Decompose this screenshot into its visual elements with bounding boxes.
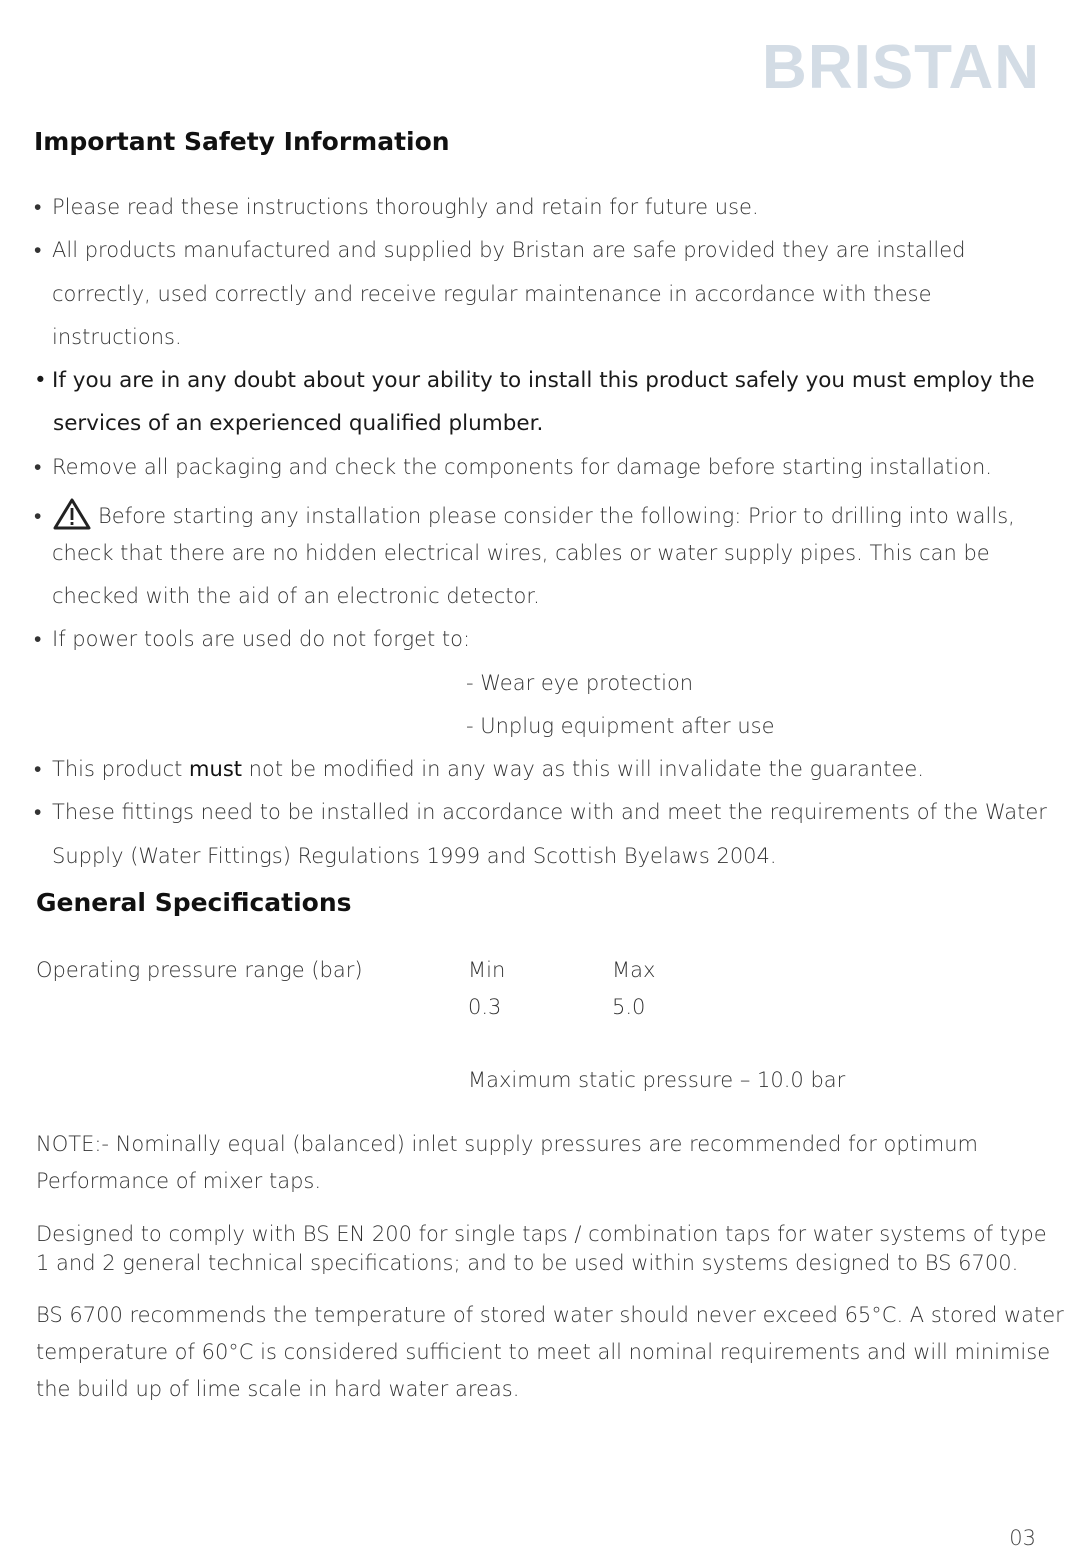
- note-line-2: Performance of mixer taps.: [36, 1169, 322, 1193]
- safety-item-2-cont: instructions.: [52, 325, 182, 349]
- safety-item-8: • These fittings need to be installed in accordance with and meet the requirements of the Water: [34, 800, 1047, 824]
- temp-line-3: the build up of lime scale in hard water areas.: [36, 1377, 520, 1401]
- bristan-logo: BRISTAN: [762, 33, 1040, 102]
- safety-item-3: • If you are in any doubt about your ability to install this product safely you must employ the: [34, 368, 1035, 393]
- safety-item-6: • If power tools are used do not forget to:: [34, 627, 471, 651]
- safety-item-5-cont: checked with the aid of an electronic detector.: [52, 584, 540, 608]
- safety-item-7: • This product must not be modified in any way as this will invalidate the guarantee.: [34, 757, 924, 781]
- safety-heading: Important Safety Information: [34, 127, 450, 156]
- pressure-label: Operating pressure range (bar): [36, 958, 363, 982]
- safety-item-5: • Before starting any installation please consider the following: Prior to drilling into walls,: [34, 497, 1015, 531]
- safety-item-5-cont: check that there are no hidden electrical wires, cables or water supply pipes. This can be: [52, 541, 990, 565]
- safety-item-2-cont: correctly, used correctly and receive regular maintenance in accordance with these: [52, 282, 932, 306]
- safety-item-1: • Please read these instructions thoroughly and retain for future use.: [34, 195, 759, 219]
- sub-item-eye-protection: - Wear eye protection: [466, 671, 694, 695]
- temp-line-2: temperature of 60°C is considered sufficient to meet all nominal requirements and will minimise: [36, 1340, 1051, 1364]
- warning-icon: [52, 497, 92, 531]
- max-value: 5.0: [612, 995, 646, 1019]
- note-line-1: NOTE:- Nominally equal (balanced) inlet supply pressures are recommended for optimum: [36, 1132, 978, 1156]
- safety-item-3-cont: services of an experienced qualified plumber.: [53, 411, 544, 436]
- page-number: 03: [1009, 1526, 1036, 1550]
- safety-item-2: • All products manufactured and supplied by Bristan are safe provided they are installed: [34, 238, 966, 262]
- max-label: Max: [612, 958, 656, 982]
- safety-item-8-cont: Supply (Water Fittings) Regulations 1999 and Scottish Byelaws 2004.: [52, 844, 777, 868]
- temp-line-1: BS 6700 recommends the temperature of stored water should never exceed 65°C. A stored water: [36, 1303, 1064, 1327]
- static-pressure: Maximum static pressure – 10.0 bar: [468, 1068, 846, 1092]
- min-value: 0.3: [468, 995, 502, 1019]
- design-compliance: Designed to comply with BS EN 200 for single taps / combination taps for water systems of type 1 and 2 general technical specifications; and to be used within systems designed to BS 6700.: [36, 1222, 1047, 1275]
- specs-heading: General Specifications: [36, 888, 352, 917]
- safety-item-4: • Remove all packaging and check the components for damage before starting installation.: [34, 455, 992, 479]
- min-label: Min: [468, 958, 506, 982]
- sub-item-unplug: - Unplug equipment after use: [466, 714, 775, 738]
